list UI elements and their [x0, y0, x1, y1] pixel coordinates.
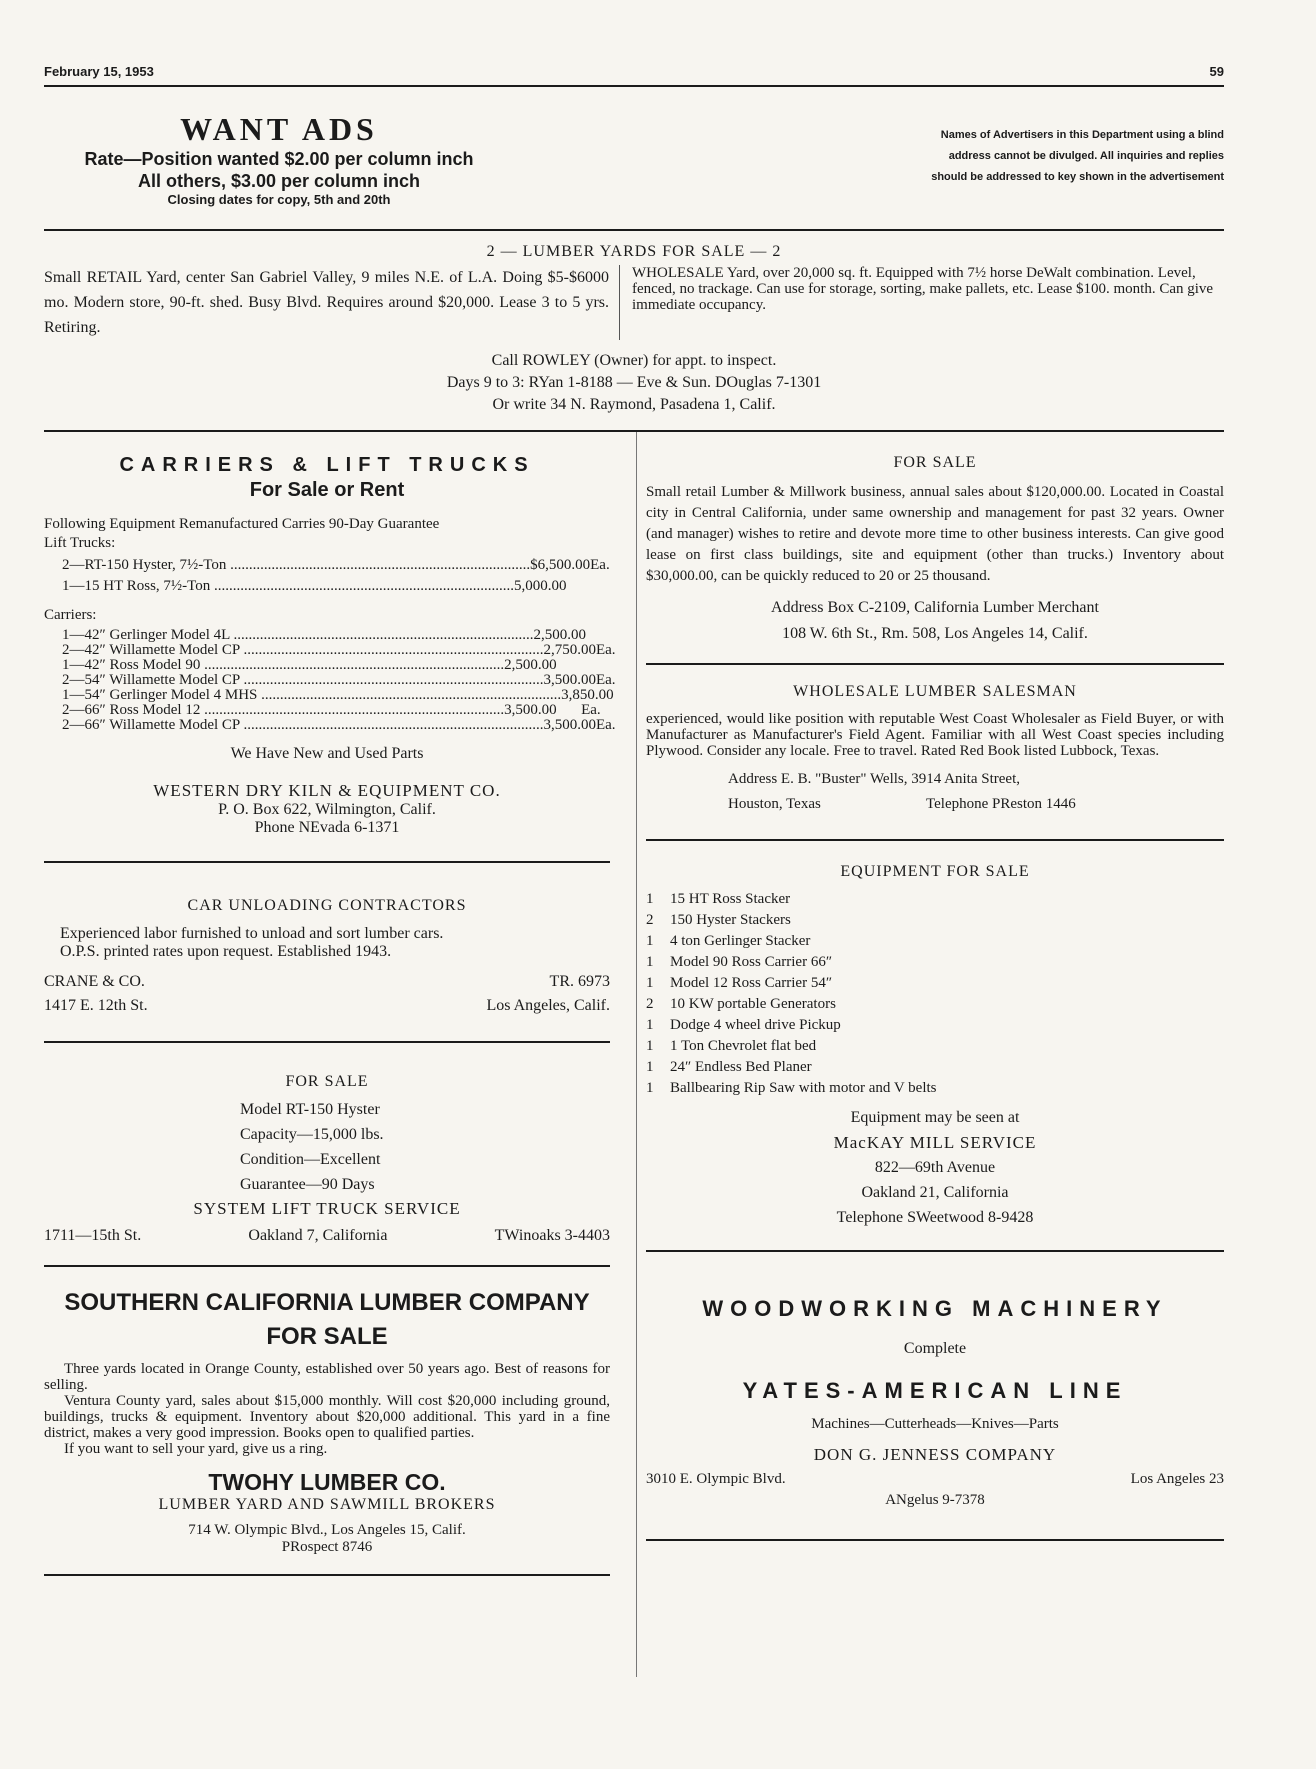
equipment-title: EQUIPMENT FOR SALE [840, 863, 1030, 880]
woodworking-complete: Complete [903, 1340, 967, 1357]
car-unloading-line: Experienced labor furnished to unload and sort lumber cars. [60, 925, 444, 942]
hyster-specs [44, 1097, 610, 1197]
lumber-yards-contact [44, 350, 1224, 416]
equipment-list [646, 889, 1224, 1099]
car-unloading-ad [44, 863, 610, 1043]
spec-line: Condition—Excellent [240, 1151, 381, 1168]
carriers-list [44, 627, 616, 733]
list-item: 1 Ballbearing Rip Saw with motor and V belts [646, 1080, 937, 1096]
retail-yard-text: Small RETAIL Yard, center San Gabriel Valley, 9 miles N.E. of L.A. Doing $5-$6000 mo. Modern store, 90-ft. shed. Busy Blvd. Requires around $20,000. Lease 3 to 5 yrs. Retiring. [44, 269, 609, 336]
list-item: 1 Model 12 Ross Carrier 54″ [646, 975, 833, 991]
list-item: 2—RT-150 Hyster, 7½-Ton ................................................................................ $6,500.00 Ea. [62, 557, 610, 573]
salesman-address: Address E. B. "Buster" Wells, 3914 Anita Street, [728, 771, 1020, 787]
jenness-phone: ANgelus 9-7378 [885, 1492, 985, 1508]
right-column [624, 432, 1224, 1576]
notice-line: address cannot be divulged. All inquiries and replies [948, 150, 1224, 162]
list-item: 1 Model 90 Ross Carrier 66″ [646, 954, 833, 970]
mackay-company: MacKAY MILL SERVICE [833, 1133, 1037, 1152]
closing-dates: Closing dates for copy, 5th and 20th [167, 192, 391, 207]
spec-line: Capacity—15,000 lbs. [240, 1126, 384, 1143]
carriers-ad [44, 432, 616, 863]
carriers-company: WESTERN DRY KILN & EQUIPMENT CO. [153, 781, 501, 800]
retail-address: Address Box C-2109, California Lumber Merchant [771, 599, 1099, 616]
hyster-phone: TWinoaks 3-4403 [494, 1227, 610, 1244]
carriers-title: CARRIERS & LIFT TRUCKS [119, 454, 535, 476]
jenness-city: Los Angeles 23 [1130, 1471, 1224, 1487]
salesman-title: WHOLESALE LUMBER SALESMAN [793, 683, 1077, 700]
spec-line: Model RT-150 Hyster [240, 1101, 380, 1118]
rate-others: All others, $3.00 per column inch [137, 171, 421, 191]
socal-para: Three yards located in Orange County, established over 50 years ago. Best of reasons for selling. [44, 1361, 610, 1393]
lift-trucks-list [44, 555, 610, 597]
two-column-ads [44, 432, 1224, 1576]
twohy-phone: PRospect 8746 [281, 1539, 373, 1555]
want-ads-rates [44, 111, 514, 207]
issue-date: February 15, 1953 [44, 64, 154, 79]
hyster-city: Oakland 7, California [248, 1227, 388, 1244]
carriers-subtitle: For Sale or Rent [249, 479, 405, 501]
rate-position-wanted: Rate—Position wanted $2.00 per column inch [84, 149, 474, 169]
list-item: 1—54″ Gerlinger Model 4 MHS ................................................................................ 3,850.00 [62, 687, 614, 703]
running-header [44, 64, 1224, 87]
blind-address-notice [804, 111, 1224, 188]
socal-para: Ventura County yard, sales about $15,000 monthly. Will cost $20,000 including ground, buildings, trucks & equipment. Inventory about $20,000 additional. This yard in a fine district, makes a very good impression. Books open to qualified parties. [44, 1393, 610, 1441]
carriers-phone: Phone NEvada 6-1371 [254, 819, 400, 836]
woodworking-items: Machines—Cutterheads—Knives—Parts [811, 1416, 1059, 1432]
list-item: 1 15 HT Ross Stacker [646, 891, 791, 907]
column-divider [636, 432, 637, 1677]
car-unloading-street: 1417 E. 12th St. [44, 997, 148, 1014]
list-item: 2—66″ Willamette Model CP ................................................................................ 3,500.00 Ea. [62, 717, 616, 733]
salesman-body: experienced, would like position with reputable West Coast Wholesaler as Field Buyer, or with Manufacturer as Manufacturer's Field Agent. Familiar with all West Coast species including Plywood. Consider any locale. Free to travel. Rated Red Book listed Lubbock, Texas. [646, 711, 1224, 759]
contact-line: Call ROWLEY (Owner) for appt. to inspect. [491, 352, 777, 369]
notice-line: Names of Advertisers in this Department using a blind [940, 129, 1224, 141]
list-item: 1 1 Ton Chevrolet flat bed [646, 1038, 817, 1054]
twohy-company: TWOHY LUMBER CO. [208, 1469, 446, 1495]
list-item: 2 10 KW portable Generators [646, 996, 836, 1012]
mackay-phone: Telephone SWeetwood 8-9428 [836, 1209, 1034, 1226]
list-item: 2 150 Hyster Stackers [646, 912, 791, 928]
car-unloading-phone: TR. 6973 [549, 973, 610, 990]
list-item: 1—42″ Gerlinger Model 4L ................................................................................ 2,500.00 [62, 627, 586, 643]
salesman-ad [646, 665, 1224, 841]
list-item: 1 24″ Endless Bed Planer [646, 1059, 812, 1075]
contact-line: Or write 34 N. Raymond, Pasadena 1, Calif. [492, 396, 776, 413]
socal-para: If you want to sell your yard, give us a ring. [64, 1441, 328, 1457]
mackay-street: 822—69th Avenue [874, 1159, 996, 1176]
jenness-street: 3010 E. Olympic Blvd. [646, 1471, 786, 1487]
page [44, 64, 1224, 1576]
carriers-label: Carriers: [44, 607, 97, 623]
retail-address: 108 W. 6th St., Rm. 508, Los Angeles 14, Calif. [782, 625, 1088, 642]
woodworking-title: WOODWORKING MACHINERY [702, 1296, 1168, 1321]
retail-body: Small retail Lumber & Millwork business, annual sales about $120,000.00. Located in Coastal city in Central California, under same ownership and management for past 32 years. Owner (and manager) wishes to retire and devote more time to other business interests. Can give good lease on first class buildings, site and equipment (other than trucks.) Inventory about $30,000.00, can be quickly reduced to 20 or 25 thousand. [646, 484, 1224, 584]
page-number: 59 [1209, 64, 1224, 79]
carriers-address: P. O. Box 622, Wilmington, Calif. [218, 801, 436, 818]
hyster-title: FOR SALE [285, 1073, 369, 1090]
southern-california-ad [44, 1267, 610, 1576]
retail-for-sale-ad [646, 432, 1224, 665]
retail-title: FOR SALE [893, 454, 977, 471]
lumber-yards-title: 2 — LUMBER YARDS FOR SALE — 2 [486, 243, 782, 260]
list-item: 1—15 HT Ross, 7½-Ton ................................................................................ 5,000.00 [62, 578, 567, 594]
contact-line: Days 9 to 3: RYan 1-8188 — Eve & Sun. DOuglas 7-1301 [446, 374, 822, 391]
yates-american-line: YATES-AMERICAN LINE [742, 1378, 1128, 1403]
carriers-intro: Following Equipment Remanufactured Carries 90-Day Guarantee [44, 516, 440, 532]
list-item: 1 4 ton Gerlinger Stacker [646, 933, 811, 949]
list-item: 2—42″ Willamette Model CP ................................................................................ 2,750.00 Ea. [62, 642, 616, 658]
wholesale-yard-text: WHOLESALE Yard, over 20,000 sq. ft. Equipped with 7½ horse DeWalt combination. Level, fenced, no trackage. Can use for storage, sorting, make pallets, etc. Lease $100. month. Can give immediate occupancy. [619, 265, 1224, 340]
parts-note: We Have New and Used Parts [230, 745, 424, 762]
lift-trucks-label: Lift Trucks: [44, 535, 116, 551]
twohy-address: 714 W. Olympic Blvd., Los Angeles 15, Calif. [188, 1522, 466, 1538]
car-unloading-company: CRANE & CO. [44, 973, 145, 990]
want-ads-header [44, 87, 1224, 231]
car-unloading-city: Los Angeles, Calif. [486, 997, 610, 1014]
socal-title: SOUTHERN CALIFORNIA LUMBER COMPANY [64, 1289, 590, 1316]
car-unloading-line: O.P.S. printed rates upon request. Established 1943. [60, 943, 392, 960]
salesman-city: Houston, Texas [728, 796, 821, 812]
woodworking-ad [646, 1252, 1224, 1541]
jenness-company: DON G. JENNESS COMPANY [813, 1445, 1057, 1464]
left-column [44, 432, 624, 1576]
socal-subtitle: FOR SALE [266, 1323, 388, 1350]
list-item: 2—66″ Ross Model 12 ................................................................................ 3,500.00 Ea. [62, 702, 601, 718]
mackay-city: Oakland 21, California [861, 1184, 1009, 1201]
salesman-phone: Telephone PReston 1446 [926, 796, 1076, 812]
seen-note: Equipment may be seen at [850, 1109, 1020, 1126]
list-item: 2—54″ Willamette Model CP ................................................................................ 3,500.00 Ea. [62, 672, 616, 688]
twohy-sub: LUMBER YARD AND SAWMILL BROKERS [158, 1496, 496, 1513]
lumber-yards-ad [44, 231, 1224, 432]
hyster-company: SYSTEM LIFT TRUCK SERVICE [193, 1199, 461, 1218]
equipment-ad [646, 841, 1224, 1252]
list-item: 1—42″ Ross Model 90 ................................................................................ 2,500.00 [62, 657, 557, 673]
notice-line: should be addressed to key shown in the advertisement [931, 171, 1224, 183]
hyster-for-sale-ad [44, 1043, 610, 1267]
want-ads-title: WANT ADS [180, 111, 378, 147]
hyster-street: 1711—15th St. [44, 1227, 142, 1244]
list-item: 1 Dodge 4 wheel drive Pickup [646, 1017, 841, 1033]
mackay-contact [646, 1105, 1224, 1230]
car-unloading-title: CAR UNLOADING CONTRACTORS [187, 897, 467, 914]
spec-line: Guarantee—90 Days [240, 1176, 375, 1193]
